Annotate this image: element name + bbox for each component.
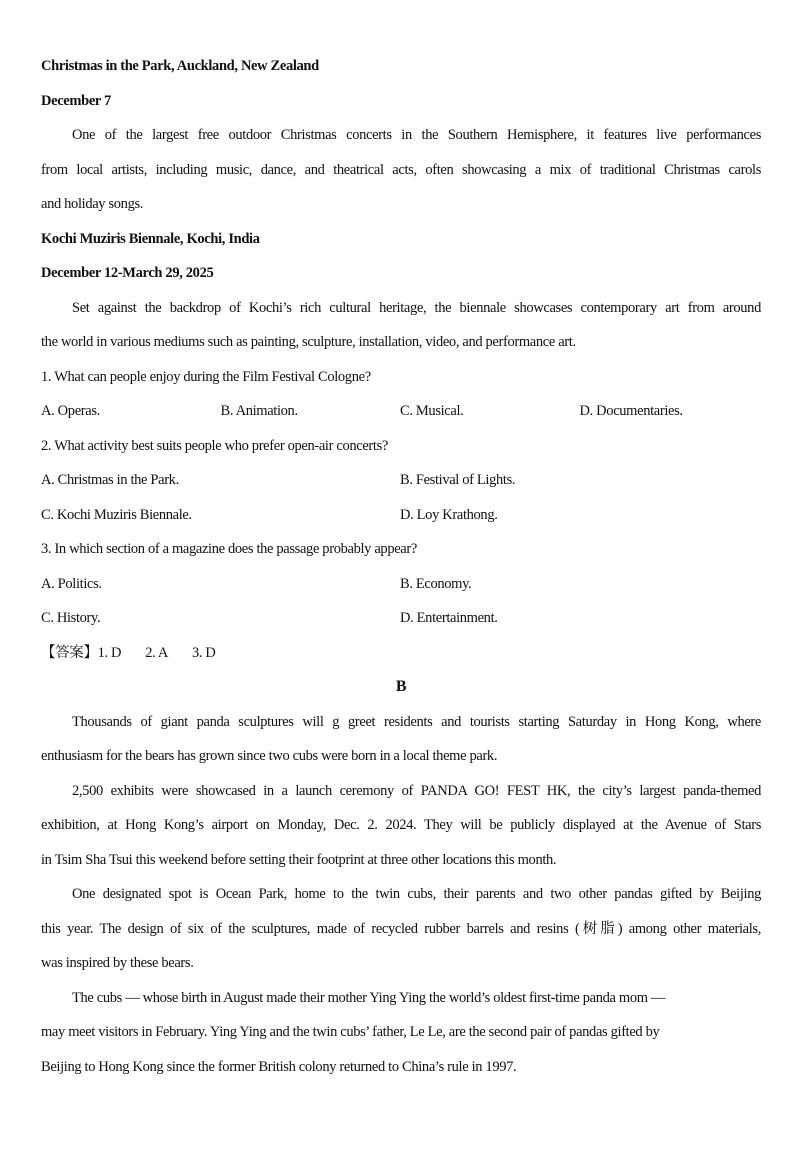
option: B. Festival of Lights. — [400, 472, 516, 488]
answer-key — [41, 636, 761, 671]
event-description-line: from local artists, including music, dance, and theatrical acts, often showcasing a mix of traditional Christmas carols — [41, 161, 761, 178]
event-description-line: One of the largest free outdoor Christmas concerts in the Southern Hemisphere, it features live performances — [72, 127, 761, 143]
answer-item: 1. D — [97, 644, 122, 661]
question-stem: 1. What can people enjoy during the Film Festival Cologne? — [41, 368, 371, 385]
paragraph-line: Thousands of giant panda sculptures will g greet residents and tourists starting Saturday in Hong Kong, where — [72, 713, 761, 730]
question-stem: 2. What activity best suits people who prefer open-air concerts? — [41, 437, 388, 454]
option: D. Loy Krathong. — [400, 506, 498, 523]
question-options — [41, 394, 761, 429]
option: A. Operas. — [41, 403, 100, 419]
question-options — [41, 567, 761, 602]
paragraph-line: this year. The design of six of the sculptures, made of recycled rubber barrels and resins (树脂) among other materials, — [41, 920, 761, 937]
option: A. Christmas in the Park. — [41, 472, 179, 488]
event-title: Christmas in the Park, Auckland, New Zealand — [41, 58, 319, 74]
question-stem: 3. In which section of a magazine does the passage probably appear? — [41, 541, 417, 557]
event-description-line: the world in various mediums such as painting, sculpture, installation, video, and performance art. — [41, 334, 576, 350]
event-description-line: and holiday songs. — [41, 196, 144, 212]
answer-label: 【答案】 — [41, 644, 98, 661]
option: B. Animation. — [220, 403, 298, 419]
answer-item: 2. A — [145, 644, 168, 661]
paragraph-line: The cubs — whose birth in August made their mother Ying Ying the world’s oldest first-time panda mom — — [72, 989, 666, 1006]
section-heading: B — [395, 678, 407, 695]
question-options — [41, 601, 761, 636]
paragraph-line: exhibition, at Hong Kong’s airport on Monday, Dec. 2. 2024. They will be publicly displayed at the Avenue of Stars — [41, 817, 761, 833]
option: B. Economy. — [400, 575, 472, 592]
option: C. History. — [41, 610, 101, 626]
option: A. Politics. — [41, 575, 102, 592]
paragraph-line: in Tsim Sha Tsui this weekend before setting their footprint at three other locations this month. — [41, 851, 557, 868]
question-options — [41, 463, 761, 498]
paragraph-line: Beijing to Hong Kong since the former British colony returned to China’s rule in 1997. — [41, 1058, 517, 1075]
option: C. Musical. — [400, 403, 464, 419]
option: D. Documentaries. — [579, 403, 683, 419]
event-date: December 7 — [41, 92, 111, 109]
event-date: December 12-March 29, 2025 — [41, 265, 214, 281]
option: C. Kochi Muziris Biennale. — [41, 506, 192, 523]
paragraph-line: 2,500 exhibits were showcased in a launch ceremony of PANDA GO! FEST HK, the city’s largest panda-themed — [72, 782, 761, 799]
answer-item: 3. D — [191, 644, 216, 661]
event-title: Kochi Muziris Biennale, Kochi, India — [41, 230, 260, 247]
document-page — [41, 49, 761, 1084]
paragraph-line: enthusiasm for the bears has grown since two cubs were born in a local theme park. — [41, 748, 498, 764]
event-description-line: Set against the backdrop of Kochi’s rich cultural heritage, the biennale showcases contemporary art from around — [72, 299, 761, 316]
option: D. Entertainment. — [400, 610, 498, 626]
paragraph-line: One designated spot is Ocean Park, home to the twin cubs, their parents and two other pandas gifted by Beijing — [72, 886, 761, 902]
paragraph-line: may meet visitors in February. Ying Ying and the twin cubs’ father, Le Le, are the second pair of pandas gifted by — [41, 1024, 660, 1040]
question-options — [41, 498, 761, 533]
paragraph-line: was inspired by these bears. — [41, 955, 194, 971]
